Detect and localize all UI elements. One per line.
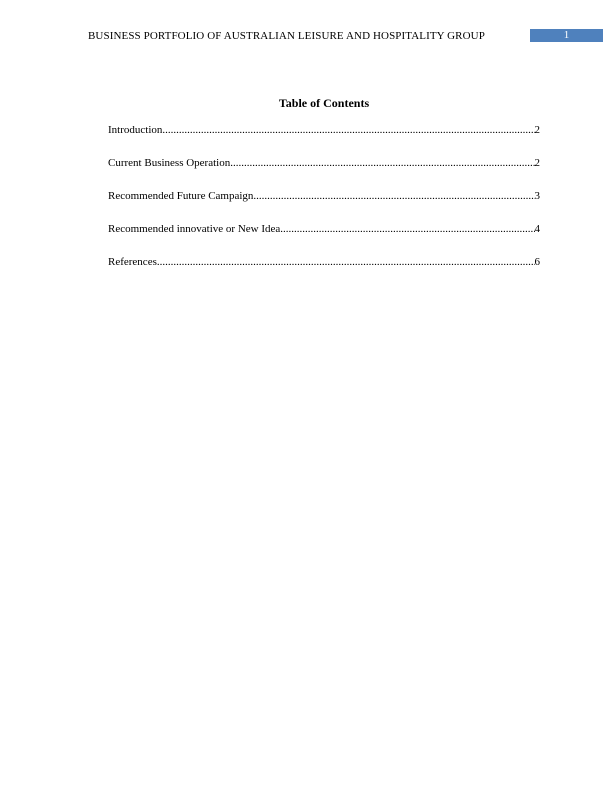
toc-entry-page: 2 xyxy=(534,124,540,136)
toc-entry-label: Recommended innovative or New Idea xyxy=(108,223,281,235)
toc-list xyxy=(108,123,540,288)
toc-entry-page: 2 xyxy=(534,157,540,169)
toc-entry-label: Recommended Future Campaign xyxy=(108,190,254,202)
toc-entry-label: Introduction xyxy=(108,124,163,136)
toc-entry-references[interactable] xyxy=(108,255,540,269)
toc-entry-page: 4 xyxy=(534,223,540,235)
toc-entry-recommended-future-campaign[interactable] xyxy=(108,189,540,203)
toc-entry-label: References xyxy=(108,256,157,268)
toc-entry-page: 6 xyxy=(534,256,540,268)
toc-dot-leader xyxy=(162,123,534,137)
toc-dot-leader xyxy=(280,222,534,236)
running-header-title: BUSINESS PORTFOLIO OF AUSTRALIAN LEISURE AND HOSPITALITY GROUP xyxy=(88,30,485,42)
toc-entry-introduction[interactable] xyxy=(108,123,540,137)
toc-dot-leader xyxy=(157,255,535,269)
toc-entry-page: 3 xyxy=(534,190,540,202)
page-number-badge: 1 xyxy=(530,29,603,42)
toc-entry-current-business-operation[interactable] xyxy=(108,156,540,170)
toc-entry-label: Current Business Operation xyxy=(108,157,231,169)
toc-dot-leader xyxy=(253,189,534,203)
toc-dot-leader xyxy=(230,156,534,170)
toc-entry-recommended-innovative-idea[interactable] xyxy=(108,222,540,236)
toc-heading: Table of Contents xyxy=(278,96,370,110)
